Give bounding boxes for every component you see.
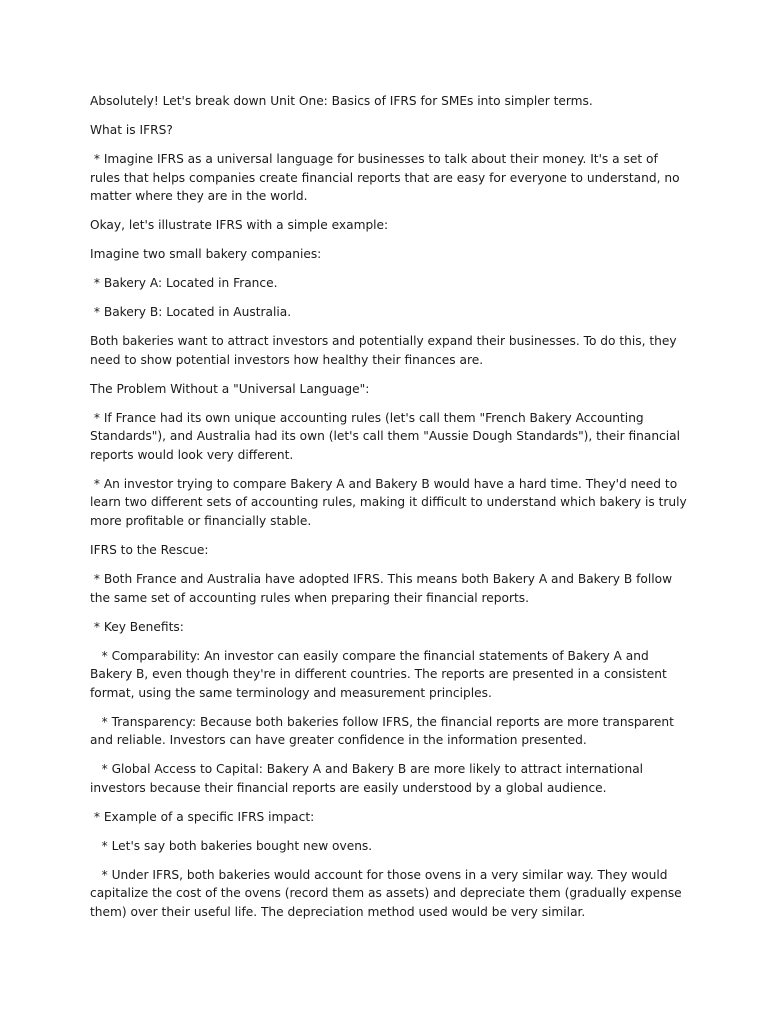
- paragraph-attract-investors: Both bakeries want to attract investors and potentially expand their businesses. To do this, they need to show potential investors how healthy their finances are.: [90, 334, 681, 367]
- list-item-key-benefits: * Key Benefits:: [90, 619, 184, 634]
- list-item-bakery-a: * Bakery A: Located in France.: [90, 276, 278, 291]
- paragraph-two-bakeries: Imagine two small bakery companies:: [90, 247, 322, 262]
- heading-what-is-ifrs: What is IFRS?: [90, 122, 173, 137]
- list-item-global-access: * Global Access to Capital: Bakery A and Bakery B are more likely to attract international investors because their financial reports are easily understood by a global audience.: [90, 762, 647, 795]
- paragraph-intro: Absolutely! Let's break down Unit One: Basics of IFRS for SMEs into simpler terms.: [90, 94, 593, 108]
- list-item-depreciation: * Under IFRS, both bakeries would account for those ovens in a very similar way. They would capitalize the cost of the ovens (record them as assets) and depreciate them (gradually expense them) over their useful life. The depreciation method used would be very similar.: [90, 867, 686, 920]
- list-item-ifrs-impact: * Example of a specific IFRS impact:: [90, 809, 315, 824]
- list-item-investor-comparison: * An investor trying to compare Bakery A and Bakery B would have a hard time. They'd need to learn two different sets of accounting rules, making it difficult to understand which bakery is truly more profitable or financially stable.: [90, 476, 691, 528]
- list-item-different-rules: * If France had its own unique accounting rules (let's call them "French Bakery Accounting Standards"), and Australia had its own (let's call them "Aussie Dough Standards"), their financial reports would look very different.: [90, 410, 684, 462]
- heading-ifrs-rescue: IFRS to the Rescue:: [90, 542, 209, 557]
- heading-problem: The Problem Without a "Universal Language":: [90, 381, 370, 396]
- paragraph-ifrs-definition: * Imagine IFRS as a universal language for businesses to talk about their money. It's a set of rules that helps companies create financial reports that are easy for everyone to understand, no matter where they are in the world.: [90, 151, 684, 204]
- list-item-adopted-ifrs: * Both France and Australia have adopted IFRS. This means both Bakery A and Bakery B follow the same set of accounting rules when preparing their financial reports.: [90, 571, 676, 605]
- paragraph-example-intro: Okay, let's illustrate IFRS with a simple example:: [90, 218, 389, 233]
- list-item-bakery-b: * Bakery B: Located in Australia.: [90, 305, 292, 320]
- document-page: [90, 92, 690, 932]
- list-item-new-ovens: * Let's say both bakeries bought new ovens.: [90, 838, 373, 853]
- list-item-comparability: * Comparability: An investor can easily compare the financial statements of Bakery A and Bakery B, even though they're in different countries. The reports are presented in a consistent format, using the same terminology and measurement principles.: [90, 648, 671, 700]
- list-item-transparency: * Transparency: Because both bakeries follow IFRS, the financial reports are more transparent and reliable. Investors can have greater confidence in the information presented.: [90, 714, 678, 748]
